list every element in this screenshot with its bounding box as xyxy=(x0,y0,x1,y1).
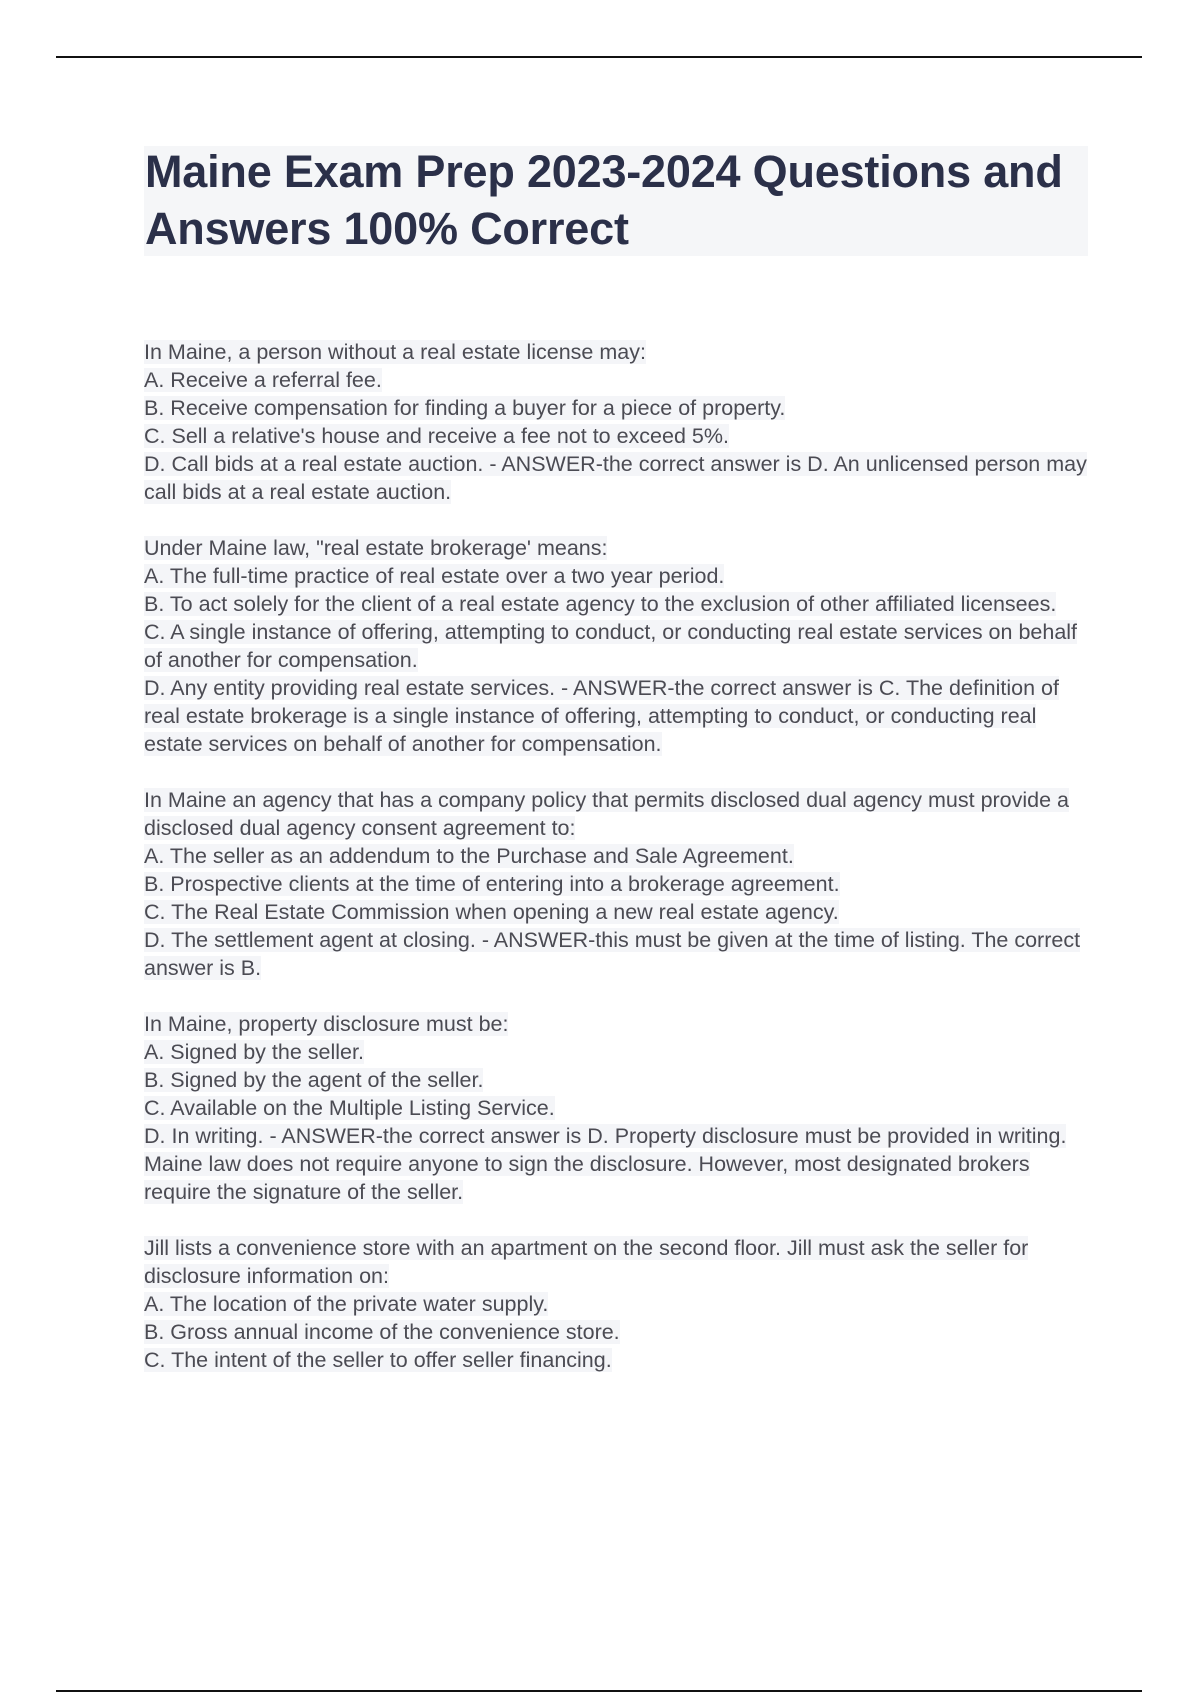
answer-option: C. Sell a relative's house and receive a fee not to exceed 5%. xyxy=(144,424,729,448)
answer-option: B. Gross annual income of the convenience store. xyxy=(144,1320,620,1344)
answer-option: A. The full-time practice of real estate over a two year period. xyxy=(144,564,725,588)
question-prompt: Under Maine law, "real estate brokerage' means: xyxy=(144,536,608,560)
answer-option: C. Available on the Multiple Listing Service. xyxy=(144,1096,555,1120)
question-block-4 xyxy=(144,1010,1090,1206)
question-block-5 xyxy=(144,1234,1090,1374)
question-block-2 xyxy=(144,534,1090,758)
answer-option-with-answer: D. In writing. - ANSWER-the correct answer is D. Property disclosure must be provided in writing. Maine law does not require anyone to sign the disclosure. However, most designated brokers require the signature of the seller. xyxy=(144,1124,1067,1204)
answer-option: C. The Real Estate Commission when opening a new real estate agency. xyxy=(144,900,839,924)
question-prompt: In Maine, a person without a real estate license may: xyxy=(144,340,646,364)
bottom-rule xyxy=(56,1690,1142,1692)
question-prompt: In Maine, property disclosure must be: xyxy=(144,1012,509,1036)
answer-option: A. Receive a referral fee. xyxy=(144,368,382,392)
question-prompt: In Maine an agency that has a company policy that permits disclosed dual agency must provide a disclosed dual agency consent agreement to: xyxy=(144,788,1070,840)
answer-option: B. Signed by the agent of the seller. xyxy=(144,1068,484,1092)
answer-option-with-answer: D. Any entity providing real estate services. - ANSWER-the correct answer is C. The definition of real estate brokerage is a single instance of offering, attempting to conduct, or conducting real estate services on behalf of another for compensation. xyxy=(144,676,1059,756)
question-block-1 xyxy=(144,338,1090,506)
answer-option: C. The intent of the seller to offer seller financing. xyxy=(144,1348,612,1372)
top-rule xyxy=(56,56,1142,58)
document-body xyxy=(144,338,1090,1402)
answer-option: A. The seller as an addendum to the Purchase and Sale Agreement. xyxy=(144,844,794,868)
answer-option: B. Prospective clients at the time of entering into a brokerage agreement. xyxy=(144,872,840,896)
answer-option: B. To act solely for the client of a real estate agency to the exclusion of other affiliated licensees. xyxy=(144,592,1057,616)
answer-option: A. Signed by the seller. xyxy=(144,1040,364,1064)
question-prompt: Jill lists a convenience store with an apartment on the second floor. Jill must ask the seller for disclosure information on: xyxy=(144,1236,1029,1288)
document-title: Maine Exam Prep 2023-2024 Questions and Answers 100% Correct xyxy=(145,146,1063,254)
answer-option: B. Receive compensation for finding a buyer for a piece of property. xyxy=(144,396,786,420)
answer-option: A. The location of the private water supply. xyxy=(144,1292,549,1316)
question-block-3 xyxy=(144,786,1090,982)
answer-option-with-answer: D. Call bids at a real estate auction. - ANSWER-the correct answer is D. An unlicensed person may call bids at a real estate auction. xyxy=(144,452,1087,504)
answer-option: C. A single instance of offering, attempting to conduct, or conducting real estate services on behalf of another for compensation. xyxy=(144,620,1078,672)
answer-option-with-answer: D. The settlement agent at closing. - ANSWER-this must be given at the time of listing. The correct answer is B. xyxy=(144,928,1081,980)
